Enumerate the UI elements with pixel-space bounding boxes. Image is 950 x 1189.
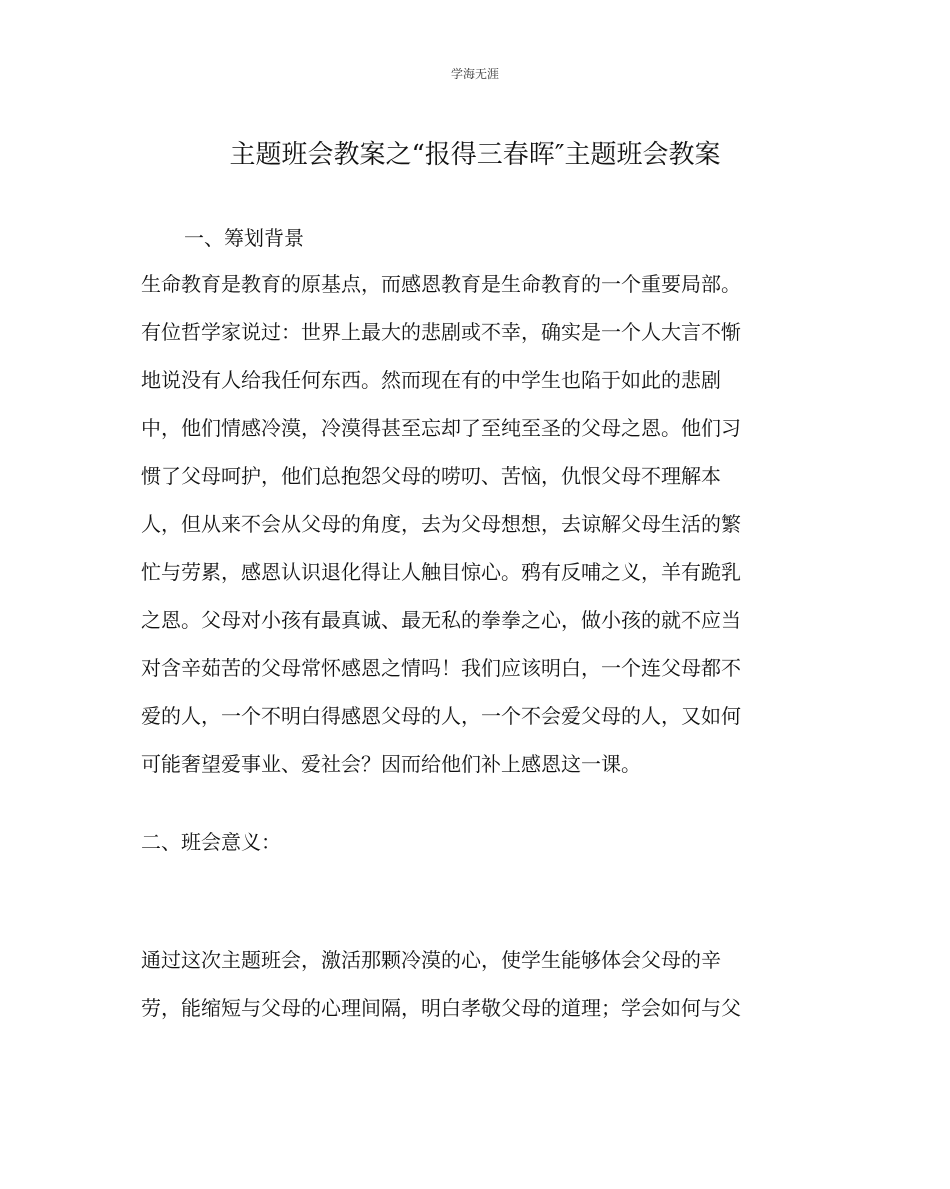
- paragraph-line: 通过这次主题班会，激活那颗冷漠的心，使学生能够体会父母的辛: [141, 948, 721, 972]
- page-title: 主题班会教案之“报得三春晖″主题班会教案: [229, 140, 721, 170]
- paragraph-line: 人，但从来不会从父母的角度，去为父母想想，去谅解父母生活的繁: [141, 512, 741, 536]
- paragraph-line: 生命教育是教育的原基点，而感恩教育是生命教育的一个重要局部。: [141, 272, 741, 296]
- paragraph-line: 可能奢望爱事业、爱社会？因而给他们补上感恩这一课。: [141, 752, 641, 776]
- section-1-body: [141, 260, 821, 788]
- section-2-body: [141, 936, 821, 1032]
- paragraph-line: 中，他们情感冷漠，冷漠得甚至忘却了至纯至圣的父母之恩。他们习: [141, 416, 741, 440]
- running-header: 学海无涯: [450, 67, 499, 81]
- paragraph-line: 地说没有人给我任何东西。然而现在有的中学生也陷于如此的悲剧: [141, 368, 721, 392]
- paragraph-line: 爱的人，一个不明白得感恩父母的人，一个不会爱父母的人，又如何: [141, 704, 741, 728]
- section-2-heading: 二、班会意义：: [141, 830, 281, 854]
- paragraph-line: 忙与劳累，感恩认识退化得让人触目惊心。鸦有反哺之义，羊有跪乳: [141, 560, 741, 584]
- paragraph-line: 有位哲学家说过：世界上最大的悲剧或不幸，确实是一个人大言不惭: [141, 320, 741, 344]
- paragraph-line: 劳，能缩短与父母的心理间隔，明白孝敬父母的道理；学会如何与父: [141, 996, 741, 1020]
- paragraph-line: 对含辛茹苦的父母常怀感恩之情吗！我们应该明白，一个连父母都不: [141, 656, 741, 680]
- section-1-heading: 一、筹划背景: [184, 226, 304, 250]
- paragraph-line: 之恩。父母对小孩有最真诚、最无私的拳拳之心，做小孩的就不应当: [141, 608, 741, 632]
- paragraph-line: 惯了父母呵护，他们总抱怨父母的唠叨、苦恼，仇恨父母不理解本: [141, 464, 721, 488]
